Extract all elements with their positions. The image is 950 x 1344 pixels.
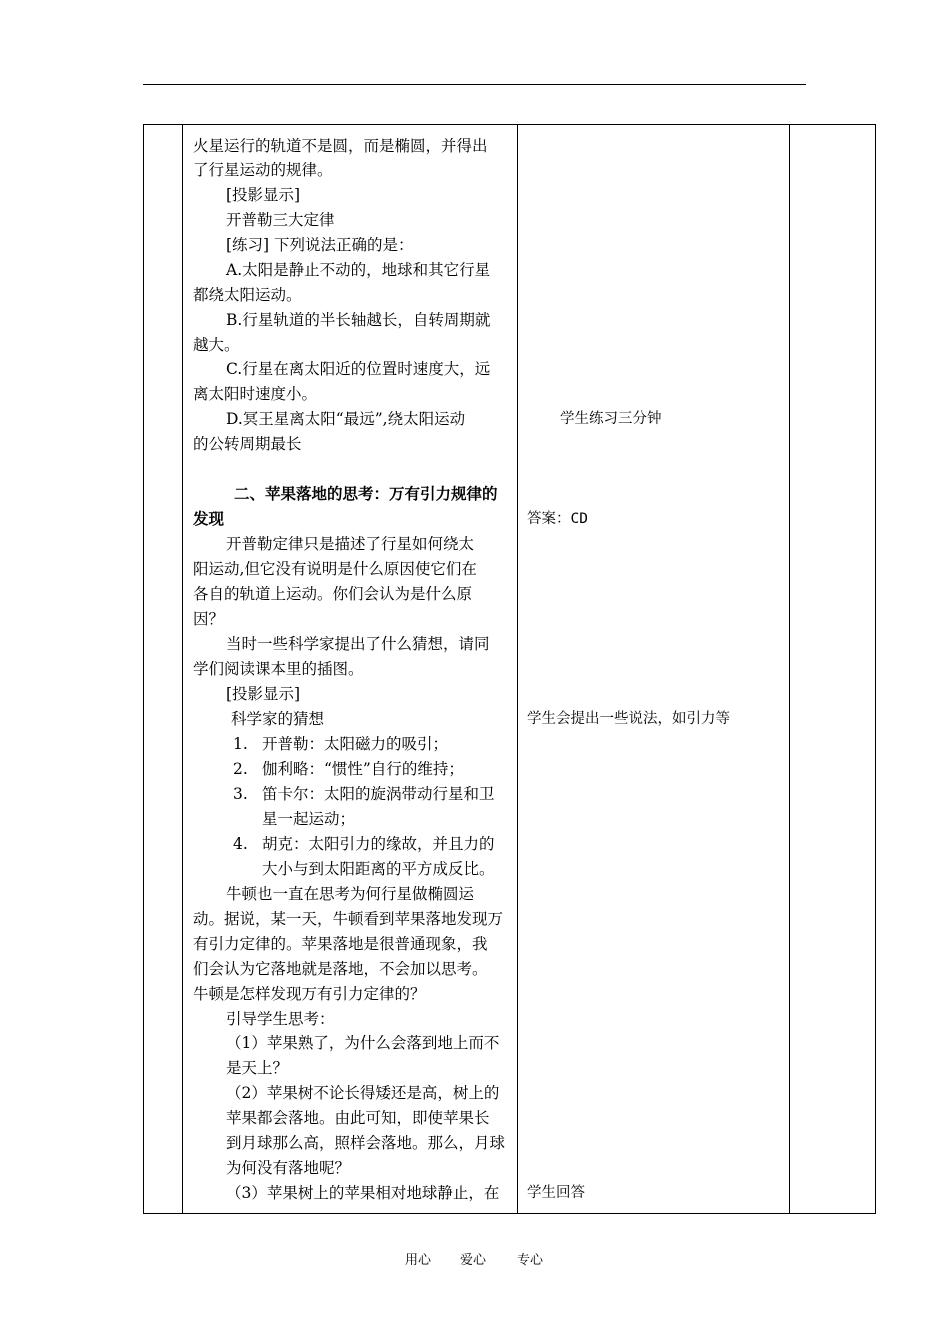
question-1-cont: 是天上？: [226, 1059, 289, 1077]
section-subtitle: 开普勒三大定律: [226, 211, 335, 229]
list-number: 3.: [233, 785, 248, 803]
list-number: 2.: [233, 760, 248, 778]
student-practice-note: 学生练习三分钟: [560, 411, 662, 427]
option-d: D.冥王星离太阳“最远”,绕太阳运动: [226, 410, 466, 428]
text-line: 的公转周期最长: [193, 435, 302, 453]
list-item: 开普勒：太阳磁力的吸引；: [262, 735, 449, 753]
projection-label: [投影显示]: [226, 186, 301, 204]
list-item-cont: 星一起运动；: [262, 810, 356, 828]
text-line: 因？: [193, 610, 225, 628]
list-item: 笛卡尔：太阳的旋涡带动行星和卫: [262, 785, 495, 803]
text-line: 们会认为它落地就是落地，不会加以思考。: [193, 960, 488, 978]
text-line: 牛顿也一直在思考为何行星做椭圆运: [226, 885, 475, 903]
question-1: （1）苹果熟了，为什么会落到地上而不: [226, 1034, 500, 1052]
text-line: 有引力定律的。苹果落地是很普通现象，我: [193, 935, 488, 953]
list-number: 4.: [233, 835, 248, 853]
student-reply-note: 学生回答: [527, 1185, 585, 1201]
section-heading-cont: 发现: [193, 509, 225, 528]
text-line: 开普勒定律只是描述了行星如何绕太: [226, 535, 475, 553]
question-2-cont: 苹果都会落地。由此可知，即使苹果长: [226, 1109, 490, 1127]
projection-label: [投影显示]: [226, 685, 301, 703]
list-item: 胡克：太阳引力的缘故，并且力的: [262, 835, 495, 853]
list-item-cont: 大小与到太阳距离的平方成反比。: [262, 860, 495, 878]
section-subtitle: 科学家的猜想: [231, 710, 325, 728]
option-c: C.行星在离太阳近的位置时速度大，远: [226, 360, 491, 378]
column-divider: [789, 125, 790, 1213]
text-line: 都绕太阳运动。: [193, 286, 302, 304]
text-line: 阳运动,但它没有说明是什么原因使它们在: [193, 560, 477, 578]
question-2-cont: 到月球那么高，照样会落地。那么，月球: [226, 1134, 506, 1152]
text-line: 越大。: [193, 336, 240, 354]
section-heading: 二、苹果落地的思考：万有引力规律的: [234, 484, 498, 503]
question-2-cont: 为何没有落地呢？: [226, 1159, 351, 1177]
text-line: 离太阳时速度小。: [193, 385, 318, 403]
text-line: 动。据说，某一天，牛顿看到苹果落地发现万: [193, 910, 504, 928]
footer-text-1: 用心: [405, 1253, 432, 1268]
list-item: 伽利略：“惯性”自行的维持；: [262, 760, 464, 778]
column-divider: [517, 125, 518, 1213]
text-line: 当时一些科学家提出了什么猜想，请同: [226, 635, 490, 653]
text-line: 牛顿是怎样发现万有引力定律的？: [193, 985, 426, 1003]
text-line: 了行星运动的规律。: [193, 161, 333, 179]
option-b: B.行星轨道的半长轴越长，自转周期就: [226, 311, 491, 329]
text-line: 火星运行的轨道不是圆，而是椭圆，并得出: [193, 137, 488, 155]
text-line: 学们阅读课本里的插图。: [193, 660, 364, 678]
footer-text-2: 爱心: [460, 1253, 487, 1268]
practice-label: [练习] 下列说法正确的是：: [226, 236, 414, 254]
column-divider: [182, 125, 183, 1213]
text-line: 各自的轨道上运动。你们会认为是什么原: [193, 585, 473, 603]
list-number: 1.: [233, 735, 248, 753]
question-2: （2）苹果树不论长得矮还是高，树上的: [226, 1084, 500, 1102]
text-line: 引导学生思考：: [226, 1010, 335, 1028]
student-gravity-note: 学生会提出一些说法，如引力等: [527, 711, 730, 727]
footer-text-3: 专心: [517, 1253, 544, 1268]
question-3: （3）苹果树上的苹果相对地球静止，在: [226, 1184, 500, 1202]
header-rule: [143, 84, 806, 85]
option-a: A.太阳是静止不动的，地球和其它行星: [226, 261, 491, 279]
answer-note: 答案：CD: [527, 511, 588, 527]
